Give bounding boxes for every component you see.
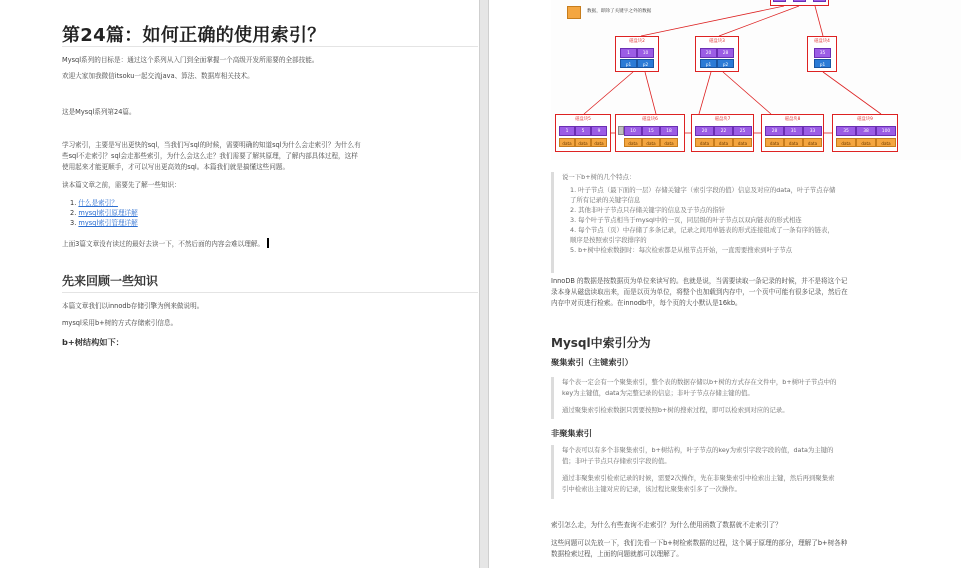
- page-title: 第24篇：如何正确的使用索引？: [62, 25, 326, 46]
- bplus-tree-diagram: [551, 0, 961, 160]
- data-cell: data: [695, 138, 714, 147]
- node-label: 磁盘块3: [709, 39, 725, 44]
- data-cell: data: [765, 138, 784, 147]
- node-label: 磁盘块5: [575, 117, 591, 122]
- feature-item: 5. b+树中检索数据时：每次检索都是从根节点开始，一直需要搜索到叶子节点: [570, 246, 793, 254]
- data-cell: data: [624, 138, 642, 147]
- key-cell: 20: [695, 126, 714, 136]
- key-cell: 28: [765, 126, 784, 136]
- key-cell: 15: [642, 126, 660, 136]
- nonclustered-desc-line-1: 每个表可以有多个非聚集索引，b+树结构，叶子节点的key为索引字段字段的值，data为主键的: [562, 446, 834, 454]
- para-2: 读本篇文章之前，需要先了解一些知识：: [62, 181, 181, 189]
- para-1-line-1: 学习索引，主要是写出更快的sql，当我们写sql的时候，需要明确的知道sql为什么会走索引？为什么有: [62, 141, 361, 149]
- section-heading-index-types: Mysql中索引分为: [551, 336, 651, 350]
- series-number: 这是Mysql系列第24篇。: [62, 108, 136, 116]
- data-cell: data: [575, 138, 591, 147]
- pointer-cell: p1: [620, 59, 637, 68]
- feature-item: 1. 叶子节点（最下面的一层）存储关键字（索引字段的值）信息及对应的data，叶子节点存储: [570, 186, 836, 194]
- data-cell: data: [660, 138, 678, 147]
- answer-line-1: 这些问题可以先放一下，我们先看一下b+树检索数据的过程，这个属于原理的部分，理解了b+树各种: [551, 539, 848, 547]
- feature-item: 了所有记录的关键字信息: [570, 196, 641, 204]
- left-page: [0, 0, 479, 568]
- key-cell: 25: [733, 126, 752, 136]
- key-cell: 28: [717, 48, 734, 58]
- para-5: mysql采用b+树的方式存储索引信息。: [62, 319, 178, 327]
- link-index-principle[interactable]: mysql索引原理详解: [78, 209, 138, 217]
- node-label: 磁盘块6: [642, 117, 658, 122]
- question-line: 索引怎么走，为什么有些查询不走索引？为什么使用函数了数据就不走索引了？: [551, 521, 782, 529]
- prereq-link-list: [70, 198, 138, 228]
- nonclustered-desc-line-3: 通过非聚集索引检索记录的时候，需要2次操作，先在非聚集索引中检索出主键，然后再到聚集索: [562, 474, 835, 482]
- key-cell: 35: [814, 48, 831, 58]
- feature-item: 4. 每个节点（页）中存储了多条记录，记录之间用单链表的形式连接组成了一条有序的链表，: [570, 226, 834, 234]
- key-cell: 10: [624, 126, 642, 136]
- tree-arrows: [551, 0, 961, 160]
- page-gutter: [479, 0, 489, 568]
- para-1-line-3: 使用起来才能更顺手，才可以写出更高效的sql。本篇我们就是搞懂这些问题。: [62, 163, 290, 171]
- key-cell: 100: [876, 126, 896, 136]
- mid-node: [615, 36, 659, 72]
- key-cell: 22: [714, 126, 733, 136]
- pointer-cell: p2: [717, 59, 734, 68]
- mid-node: [695, 36, 739, 72]
- node-label: 磁盘块9: [857, 117, 873, 122]
- data-cell: data: [559, 138, 575, 147]
- para-3: [62, 238, 269, 250]
- key-cell: 33: [803, 126, 822, 136]
- node-label: 磁盘块4: [814, 39, 830, 44]
- clustered-desc-line-3: 通过聚集索引检索数据只需要按照b+树的搜索过程，即可以检索到对应的记录。: [562, 406, 789, 414]
- legend-label: 数据，即除了关键字之外的数据: [587, 9, 652, 14]
- key-cell: 9: [591, 126, 607, 136]
- bplus-features-quote: [551, 172, 961, 273]
- intro-line-2: 欢迎大家加我微信itsoku一起交流java、算法、数据库相关技术。: [62, 72, 254, 80]
- key-cell: 31: [784, 126, 803, 136]
- data-cell: data: [591, 138, 607, 147]
- text-cursor: [267, 238, 269, 248]
- feature-item: 顺序是按照索引字段排序的: [570, 236, 647, 244]
- key-cell: 1: [559, 126, 575, 136]
- leaf-node: [555, 114, 611, 152]
- answer-line-2: 数据检索过程，上面的问题就都可以理解了。: [551, 550, 683, 558]
- node-label: 磁盘块8: [784, 117, 801, 122]
- nonclustered-desc-line-4: 引中检索出主键对应的记录，该过程比聚集索引多了一次操作。: [562, 485, 741, 493]
- innodb-line-1: InnoDB 的数据是按数据页为单位来读写的。也就是说，当需要读取一条记录的时候，并不是将这个记: [551, 277, 848, 285]
- pointer-cell: p1: [814, 59, 831, 68]
- nonclustered-desc-line-2: 值；非叶子节点只存储索引字段的值。: [562, 457, 671, 465]
- list-item: 1. 什么是索引？: [70, 199, 118, 207]
- list-item: 2. mysql索引原理详解: [70, 209, 138, 217]
- node-label: 磁盘块7: [714, 117, 731, 122]
- key-cell: 18: [660, 126, 678, 136]
- para-1-line-2: 些sql不走索引？sql会走那些索引，为什么会这么走？我们需要了解其原理，了解内部具体过程，这样: [62, 152, 358, 160]
- data-cell: data: [856, 138, 876, 147]
- key-cell: 38: [856, 126, 876, 136]
- para-4: 本篇文章我们以innodb存储引擎为例来做说明。: [62, 302, 204, 310]
- section-divider: [62, 292, 478, 293]
- title-divider: [62, 46, 478, 47]
- data-cell: data: [642, 138, 660, 147]
- section-heading-review: 先来回顾一些知识: [62, 274, 159, 288]
- para-3-text: 上面3篇文章没有读过的最好去读一下，不然后面的内容会难以理解。: [62, 240, 265, 248]
- data-cell: data: [714, 138, 733, 147]
- key-cell: 5: [575, 126, 591, 136]
- clustered-index-heading: 聚集索引（主键索引）: [551, 357, 633, 367]
- list-item: 3. mysql索引管理详解: [70, 219, 138, 227]
- clustered-index-quote: [551, 377, 961, 419]
- node-label: 磁盘块2: [629, 39, 645, 44]
- clustered-desc-line-1: 每个表一定会有一个聚集索引，整个表的数据存储以b+树的方式存在文件中，b+树叶子节点中的: [562, 378, 837, 386]
- innodb-line-3: 内存中对页进行检索。在innodb中，每个页的大小默认是16kb。: [551, 299, 742, 307]
- intro-line-1: Mysql系列的目标是：通过这个系列从入门到全面掌握一个高级开发所需要的全部技能。: [62, 56, 319, 64]
- pointer-cell: p2: [637, 59, 654, 68]
- clustered-desc-line-2: key为主键值，data为完整记录的信息；非叶子节点存储主键的值。: [562, 389, 754, 397]
- link-index-management[interactable]: mysql索引管理详解: [78, 219, 138, 227]
- leaf-node: [691, 114, 754, 152]
- leaf-node: [761, 114, 824, 152]
- data-cell: data: [836, 138, 856, 147]
- link-what-is-index[interactable]: 什么是索引？: [78, 199, 118, 207]
- mid-node: [807, 36, 837, 72]
- key-cell: 10: [637, 48, 654, 58]
- nonclustered-index-heading: 非聚集索引: [551, 428, 592, 438]
- nonclustered-index-quote: [551, 445, 961, 499]
- data-cell: data: [784, 138, 803, 147]
- feature-item: 2. 其他非叶子节点只存储关键字的信息及子节点的指针: [570, 206, 726, 214]
- data-cell: data: [876, 138, 896, 147]
- key-cell: 20: [700, 48, 717, 58]
- features-intro: 说一下b+树的几个特点：: [562, 173, 636, 181]
- right-page: [489, 0, 967, 568]
- data-cell: data: [803, 138, 822, 147]
- leaf-node: [832, 114, 898, 152]
- pointer-cell: p1: [700, 59, 717, 68]
- innodb-line-2: 录本身从磁盘读取出来，而是以页为单位，将整个也加载到内存中，一个页中可能有很多记录，然后在: [551, 288, 848, 296]
- data-cell: data: [733, 138, 752, 147]
- feature-item: 3. 每个叶子节点相当于mysql中的一页，同层级的叶子节点以双向链表的形式相连: [570, 216, 802, 224]
- key-cell: 1: [620, 48, 637, 58]
- key-cell: 35: [836, 126, 856, 136]
- bplus-tree-heading: b+树结构如下：: [62, 337, 124, 347]
- leaf-node: [615, 114, 685, 152]
